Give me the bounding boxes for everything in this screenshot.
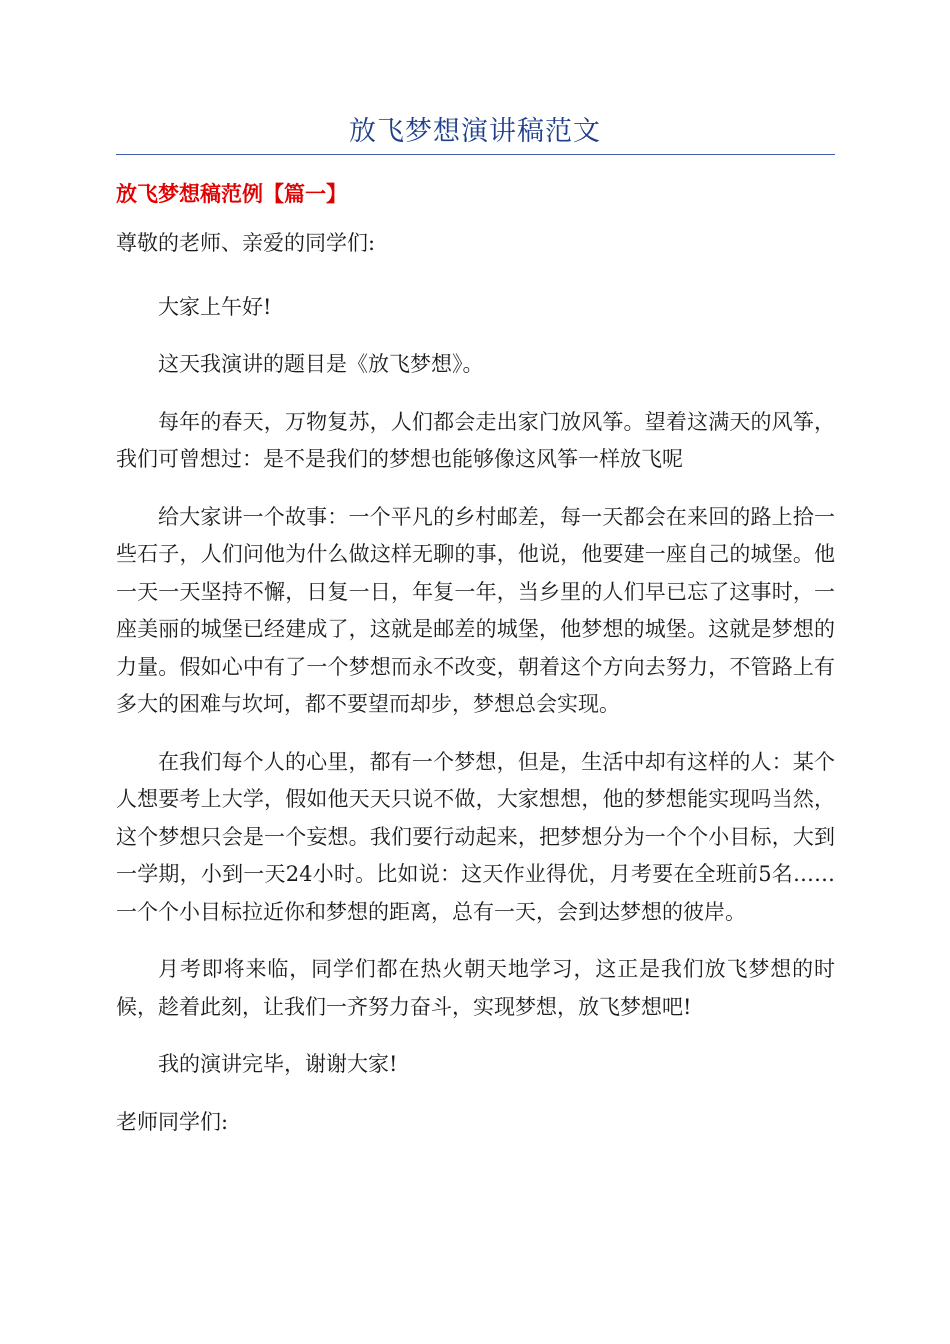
paragraph-postman-story: 给大家讲一个故事：一个平凡的乡村邮差，每一天都会在来回的路上拾一些石子，人们问他为什么做这样无聊的事，他说，他要建一座自己的城堡。他一天一天坚持不懈，日复一日，年复一年，当乡里的人们早已忘了这事时，一座美丽的城堡已经建成了，这就是邮差的城堡，他梦想的城堡。这就是梦想的力量。假如心中有了一个梦想而永不改变，朝着这个方向去努力，不管路上有多大的困难与坎坷，都不要望而却步，梦想总会实现。 xyxy=(116,504,835,716)
document-body xyxy=(116,225,835,1161)
closing-salutation: 老师同学们: xyxy=(116,1109,229,1134)
paragraph-topic: 这天我演讲的题目是《放飞梦想》。 xyxy=(158,352,484,376)
paragraph-spring-kites: 每年的春天，万物复苏，人们都会走出家门放风筝。望着这满天的风筝，我们可曾想过：是不是我们的梦想也能够像这风筝一样放飞呢 xyxy=(116,409,835,471)
title-underline xyxy=(116,154,835,155)
paragraph-exam: 月考即将来临，同学们都在热火朝天地学习，这正是我们放飞梦想的时候，趁着此刻，让我们一齐努力奋斗，实现梦想，放飞梦想吧! xyxy=(116,957,835,1019)
salutation: 尊敬的老师、亲爱的同学们: xyxy=(116,231,376,255)
paragraph-action: 在我们每个人的心里，都有一个梦想，但是，生活中却有这样的人：某个人想要考上大学，假如他天天只说不做，大家想想，他的梦想能实现吗当然，这个梦想只会是一个妄想。我们要行动起来，把梦想分为一个个小目标，大到一学期，小到一天24小时。比如说：这天作业得优，月考要在全班前5名……一个个小目标拉近你和梦想的距离，总有一天，会到达梦想的彼岸。 xyxy=(116,749,835,924)
paragraph-greeting: 大家上午好! xyxy=(158,294,272,319)
section-heading: 放飞梦想稿范例【篇一】 xyxy=(116,182,347,206)
paragraph-closing: 我的演讲完毕，谢谢大家! xyxy=(158,1052,398,1076)
document-title: 放飞梦想演讲稿范文 xyxy=(349,116,601,147)
